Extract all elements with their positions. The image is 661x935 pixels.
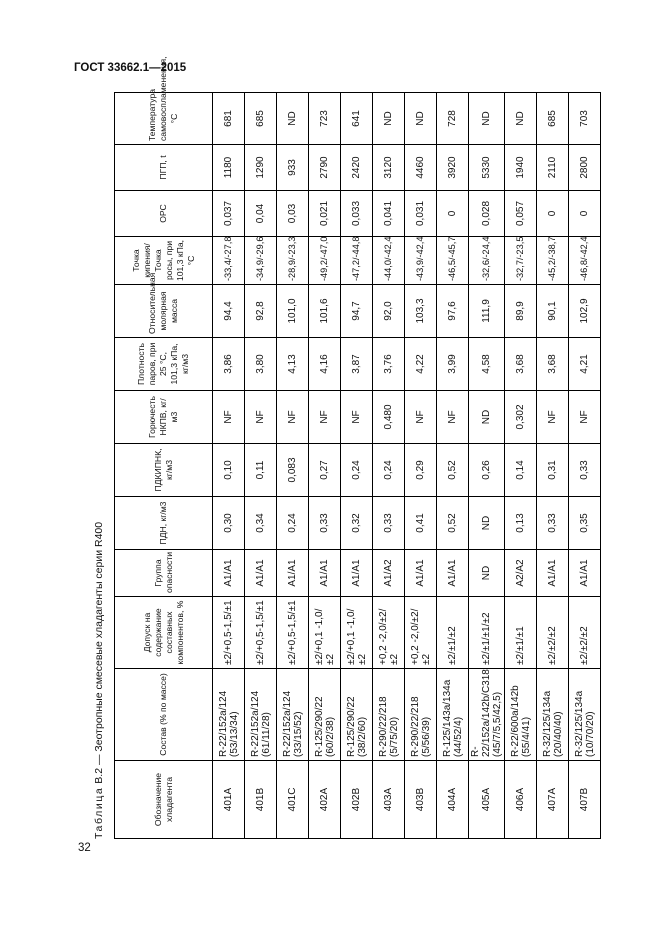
cell-tolerance: ±2/+0,5-1,5/±1	[277, 597, 309, 669]
col-header-gwp: ПГП, t	[115, 145, 213, 191]
cell-lfl: NF	[437, 391, 469, 444]
cell-odl: 0,083	[277, 444, 309, 497]
cell-boiling-point: -44,0/-42,4	[373, 237, 405, 285]
cell-gwp: 1180	[213, 145, 245, 191]
cell-odp: 0,037	[213, 191, 245, 237]
table-row	[537, 93, 569, 839]
cell-boiling-point: -28,9/-23,3	[277, 237, 309, 285]
cell-code: 407B	[569, 761, 601, 839]
cell-atel: 0,35	[569, 497, 601, 550]
cell-code: 402A	[309, 761, 341, 839]
cell-tolerance: ±2/±2/±2	[537, 597, 569, 669]
cell-atel: 0,52	[437, 497, 469, 550]
cell-autoignition: ND	[373, 93, 405, 145]
table-caption-label: Таблица	[93, 786, 105, 839]
table-header-row	[115, 93, 213, 839]
cell-autoignition: ND	[277, 93, 309, 145]
cell-odl: 0,26	[469, 444, 505, 497]
cell-lfl: NF	[277, 391, 309, 444]
cell-composition: R-290/22/218 (5/75/20)	[373, 669, 405, 761]
cell-safety-group: A1/A1	[437, 550, 469, 597]
table-caption-text: В.2 — Зеотропные смесевые хладагенты серии R400	[93, 521, 105, 784]
cell-boiling-point: -43,9/-42,4	[405, 237, 437, 285]
cell-atel: 0,32	[341, 497, 373, 550]
col-header-lfl: Горючесть НКПВ, кг/м3	[115, 391, 213, 444]
cell-vapor-density: 3,68	[537, 338, 569, 391]
cell-composition: R-125/290/22 (60/2/38)	[309, 669, 341, 761]
cell-tolerance: ±2/+0,1 -1,0/±2	[341, 597, 373, 669]
cell-composition: R-290/22/218 (5/56/39)	[405, 669, 437, 761]
cell-odp: 0,028	[469, 191, 505, 237]
cell-gwp: 3120	[373, 145, 405, 191]
cell-atel: 0,33	[309, 497, 341, 550]
cell-atel: ND	[469, 497, 505, 550]
cell-odp: 0,031	[405, 191, 437, 237]
cell-gwp: 933	[277, 145, 309, 191]
cell-safety-group: A1/A1	[213, 550, 245, 597]
cell-gwp: 1940	[505, 145, 537, 191]
cell-odl: 0,14	[505, 444, 537, 497]
cell-tolerance: ±2/+0,5-1,5/±1	[213, 597, 245, 669]
cell-composition: R-22/152a/124 (33/15/52)	[277, 669, 309, 761]
col-header-boiling-point: Точка кипения/Точка росы, при 101,3 кПа, °С	[115, 237, 213, 285]
cell-autoignition: 723	[309, 93, 341, 145]
col-header-code: Обозначение хладагента	[115, 761, 213, 839]
cell-autoignition: ND	[469, 93, 505, 145]
cell-code: 401B	[245, 761, 277, 839]
cell-vapor-density: 4,16	[309, 338, 341, 391]
table-row	[213, 93, 245, 839]
cell-lfl: NF	[405, 391, 437, 444]
cell-tolerance: ±2/±2/±2	[569, 597, 601, 669]
cell-vapor-density: 3,86	[213, 338, 245, 391]
cell-code: 402B	[341, 761, 373, 839]
cell-composition: R-32/125/134a (10/70/20)	[569, 669, 601, 761]
cell-odl: 0,27	[309, 444, 341, 497]
cell-molar-mass: 89,9	[505, 285, 537, 338]
cell-composition: R-32/125/134a (20/40/40)	[537, 669, 569, 761]
cell-autoignition: 685	[537, 93, 569, 145]
cell-atel: 0,34	[245, 497, 277, 550]
cell-odl: 0,33	[569, 444, 601, 497]
cell-tolerance: ±2/±1/±2	[437, 597, 469, 669]
cell-molar-mass: 94,7	[341, 285, 373, 338]
cell-safety-group: A1/A1	[537, 550, 569, 597]
table-row	[341, 93, 373, 839]
cell-odp: 0,04	[245, 191, 277, 237]
cell-boiling-point: -32,7/-23,5	[505, 237, 537, 285]
cell-vapor-density: 3,87	[341, 338, 373, 391]
cell-boiling-point: -46,8/-42,4	[569, 237, 601, 285]
table-row	[469, 93, 505, 839]
col-header-molar-mass: Относительная молярная масса	[115, 285, 213, 338]
cell-odl: 0,29	[405, 444, 437, 497]
cell-code: 405A	[469, 761, 505, 839]
cell-odp: 0,041	[373, 191, 405, 237]
cell-lfl: NF	[341, 391, 373, 444]
cell-molar-mass: 94,4	[213, 285, 245, 338]
cell-boiling-point: -46,5/-45,7	[437, 237, 469, 285]
cell-safety-group: A1/A1	[569, 550, 601, 597]
cell-safety-group: A1/A1	[405, 550, 437, 597]
cell-code: 407A	[537, 761, 569, 839]
cell-boiling-point: -33,4/-27,8	[213, 237, 245, 285]
cell-tolerance: ±2/+0,1 -1,0/±2	[309, 597, 341, 669]
cell-safety-group: A1/A1	[309, 550, 341, 597]
cell-odl: 0,24	[341, 444, 373, 497]
cell-code: 406A	[505, 761, 537, 839]
cell-odp: 0,033	[341, 191, 373, 237]
cell-tolerance: +0,2 -2,0/±2/±2	[405, 597, 437, 669]
cell-atel: 0,13	[505, 497, 537, 550]
cell-lfl: NF	[537, 391, 569, 444]
cell-odl: 0,11	[245, 444, 277, 497]
cell-lfl: NF	[569, 391, 601, 444]
cell-tolerance: ±2/±1/±1/±2	[469, 597, 505, 669]
table-row	[373, 93, 405, 839]
cell-lfl: 0,480	[373, 391, 405, 444]
table-row	[309, 93, 341, 839]
cell-safety-group: A1/A2	[373, 550, 405, 597]
cell-atel: 0,24	[277, 497, 309, 550]
cell-molar-mass: 92,0	[373, 285, 405, 338]
cell-autoignition: 728	[437, 93, 469, 145]
cell-gwp: 2420	[341, 145, 373, 191]
cell-lfl: NF	[213, 391, 245, 444]
cell-atel: 0,33	[537, 497, 569, 550]
cell-vapor-density: 4,58	[469, 338, 505, 391]
cell-autoignition: ND	[405, 93, 437, 145]
cell-code: 403A	[373, 761, 405, 839]
col-header-vapor-density: Плотность паров, при 25 °С, 101,3 кПа, кг/м3	[115, 338, 213, 391]
cell-odp: 0,021	[309, 191, 341, 237]
cell-safety-group: A1/A1	[245, 550, 277, 597]
cell-odp: 0	[437, 191, 469, 237]
col-header-atel: ПДН, кг/м3	[115, 497, 213, 550]
cell-odl: 0,24	[373, 444, 405, 497]
cell-molar-mass: 103,3	[405, 285, 437, 338]
cell-gwp: 2790	[309, 145, 341, 191]
cell-vapor-density: 4,21	[569, 338, 601, 391]
cell-autoignition: ND	[505, 93, 537, 145]
cell-safety-group: ND	[469, 550, 505, 597]
cell-autoignition: 703	[569, 93, 601, 145]
table-body	[213, 93, 601, 839]
cell-atel: 0,41	[405, 497, 437, 550]
cell-odl: 0,10	[213, 444, 245, 497]
col-header-odp: ОРС	[115, 191, 213, 237]
col-header-tolerance: Допуск на содержание составных компонентов, %	[115, 597, 213, 669]
cell-autoignition: 681	[213, 93, 245, 145]
cell-atel: 0,30	[213, 497, 245, 550]
table-row	[437, 93, 469, 839]
cell-code: 401C	[277, 761, 309, 839]
cell-safety-group: A1/A1	[341, 550, 373, 597]
table-row	[277, 93, 309, 839]
cell-vapor-density: 3,76	[373, 338, 405, 391]
cell-gwp: 5330	[469, 145, 505, 191]
cell-safety-group: A2/A2	[505, 550, 537, 597]
document-header: ГОСТ 33662.1—2015	[74, 62, 187, 74]
col-header-safety-group: Группа опасности	[115, 550, 213, 597]
cell-odl: 0,52	[437, 444, 469, 497]
cell-molar-mass: 102,9	[569, 285, 601, 338]
cell-lfl: NF	[245, 391, 277, 444]
col-header-autoignition: Температура самовоспламенения, °С	[115, 93, 213, 145]
cell-boiling-point: -47,2/-44,8	[341, 237, 373, 285]
cell-code: 401A	[213, 761, 245, 839]
cell-composition: R-125/143a/134a (44/52/4)	[437, 669, 469, 761]
cell-boiling-point: -45,2/-38,7	[537, 237, 569, 285]
cell-gwp: 4460	[405, 145, 437, 191]
cell-tolerance: +0,2 -2,0/±2/±2	[373, 597, 405, 669]
table-row	[405, 93, 437, 839]
cell-odp: 0,057	[505, 191, 537, 237]
cell-gwp: 3920	[437, 145, 469, 191]
cell-odp: 0	[569, 191, 601, 237]
cell-lfl: ND	[469, 391, 505, 444]
table-row	[569, 93, 601, 839]
cell-vapor-density: 3,99	[437, 338, 469, 391]
cell-molar-mass: 111,9	[469, 285, 505, 338]
cell-molar-mass: 97,6	[437, 285, 469, 338]
table-caption	[92, 522, 112, 839]
cell-safety-group: A1/A1	[277, 550, 309, 597]
cell-vapor-density: 3,80	[245, 338, 277, 391]
cell-boiling-point: -34,9/-29,6	[245, 237, 277, 285]
cell-odp: 0	[537, 191, 569, 237]
cell-boiling-point: -49,2/-47,0	[309, 237, 341, 285]
cell-vapor-density: 4,13	[277, 338, 309, 391]
col-header-composition: Состав (% по массе)	[115, 669, 213, 761]
cell-gwp: 2110	[537, 145, 569, 191]
cell-autoignition: 685	[245, 93, 277, 145]
cell-composition: R-22/600a/142b (55/4/41)	[505, 669, 537, 761]
cell-tolerance: ±2/+0,5-1,5/±1	[245, 597, 277, 669]
cell-boiling-point: -32,6/-24,4	[469, 237, 505, 285]
cell-molar-mass: 90,1	[537, 285, 569, 338]
cell-autoignition: 641	[341, 93, 373, 145]
cell-composition: R-22/152a/124 (61/11/28)	[245, 669, 277, 761]
cell-gwp: 1290	[245, 145, 277, 191]
cell-code: 403B	[405, 761, 437, 839]
cell-composition: R-125/290/22 (38/2/60)	[341, 669, 373, 761]
cell-lfl: NF	[309, 391, 341, 444]
cell-atel: 0,33	[373, 497, 405, 550]
page-number: 32	[78, 842, 91, 854]
cell-code: 404A	[437, 761, 469, 839]
cell-odp: 0,03	[277, 191, 309, 237]
cell-vapor-density: 4,22	[405, 338, 437, 391]
cell-composition: R-22/152a/124 (53/13/34)	[213, 669, 245, 761]
cell-molar-mass: 101,0	[277, 285, 309, 338]
cell-vapor-density: 3,68	[505, 338, 537, 391]
table-row	[505, 93, 537, 839]
cell-gwp: 2800	[569, 145, 601, 191]
cell-tolerance: ±2/±1/±1	[505, 597, 537, 669]
col-header-odl: ПДКИПНК, кг/м3	[115, 444, 213, 497]
cell-molar-mass: 101,6	[309, 285, 341, 338]
cell-molar-mass: 92,8	[245, 285, 277, 338]
cell-odl: 0,31	[537, 444, 569, 497]
table-row	[245, 93, 277, 839]
cell-lfl: 0,302	[505, 391, 537, 444]
cell-composition: R-22/152a/142b/C318 (45/7/5,5/42,5)	[469, 669, 505, 761]
